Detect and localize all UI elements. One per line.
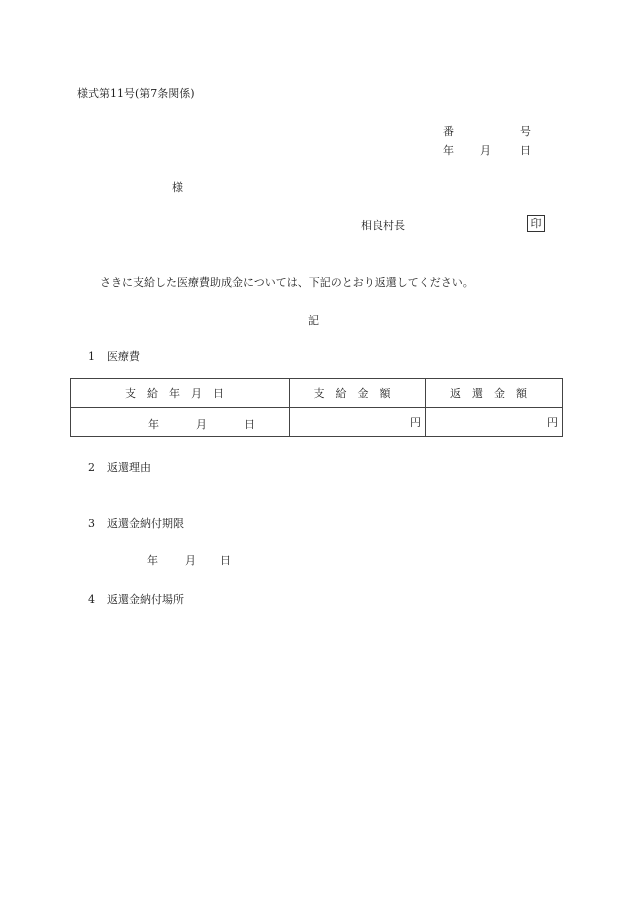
section-1-title xyxy=(88,348,140,364)
body-text: さきに支給した医療費助成金については、下記のとおり返還してください。 xyxy=(100,276,474,289)
header-return-amount: 返還金額 xyxy=(426,379,563,408)
table-header-row xyxy=(71,379,563,408)
medical-cost-table xyxy=(70,378,563,437)
section-label: 返還金納付期限 xyxy=(107,517,184,530)
section-label: 返還金納付場所 xyxy=(107,593,184,606)
deadline-year: 年 xyxy=(147,554,158,567)
section-4-title xyxy=(88,591,184,607)
cell-year: 年 xyxy=(148,418,159,431)
doc-number-go: 号 xyxy=(520,125,531,138)
section-number: 3 xyxy=(88,517,95,530)
section-number: 2 xyxy=(88,461,95,474)
section-3-title xyxy=(88,515,184,531)
deadline-day: 日 xyxy=(220,554,231,567)
doc-date-day: 日 xyxy=(520,144,531,157)
return-amount-cell: 円 xyxy=(426,408,563,437)
doc-date-month: 月 xyxy=(480,144,491,157)
seal-box: 印 xyxy=(527,215,545,232)
section-2-title xyxy=(88,459,151,475)
cell-day: 日 xyxy=(244,418,255,431)
section-number: 1 xyxy=(88,350,95,363)
payment-amount-cell: 円 xyxy=(290,408,426,437)
payment-date-cell xyxy=(71,408,290,437)
deadline-month: 月 xyxy=(185,554,196,567)
issuer-name: 相良村長 xyxy=(361,219,405,232)
addressee-suffix: 様 xyxy=(172,181,183,194)
form-number: 様式第11号(第7条関係) xyxy=(77,87,195,100)
table-row xyxy=(71,408,563,437)
cell-month: 月 xyxy=(196,418,207,431)
ki-heading: 記 xyxy=(308,314,319,327)
doc-number-ban: 番 xyxy=(443,125,454,138)
section-label: 返還理由 xyxy=(107,461,151,474)
doc-date-year: 年 xyxy=(443,144,454,157)
section-number: 4 xyxy=(88,593,95,606)
header-payment-date: 支給年月日 xyxy=(71,379,290,408)
section-label: 医療費 xyxy=(107,350,140,363)
header-payment-amount: 支給金額 xyxy=(290,379,426,408)
